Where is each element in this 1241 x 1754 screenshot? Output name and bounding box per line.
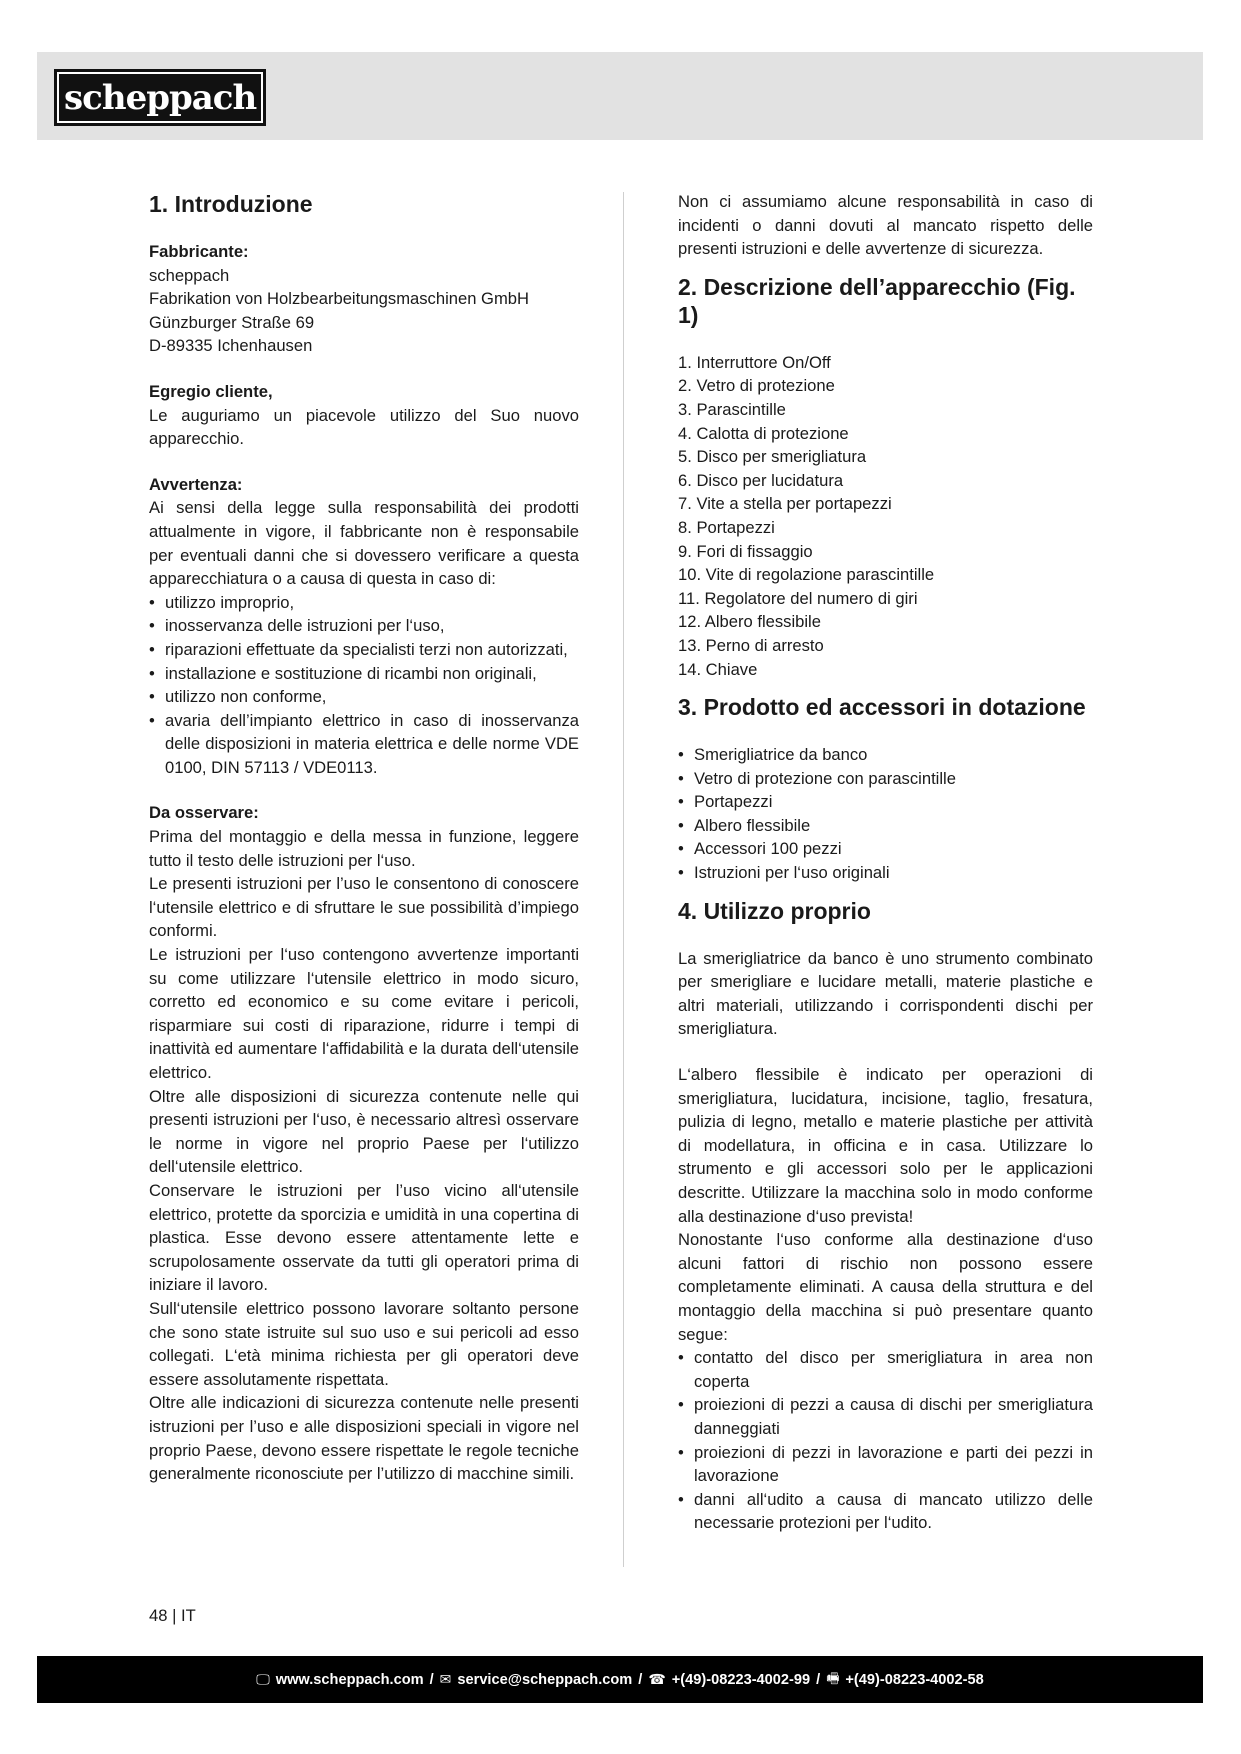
scheppach-logo: scheppach xyxy=(54,69,266,126)
section-title-introduction: 1. Introduzione xyxy=(149,191,313,217)
list-item: 8. Portapezzi xyxy=(678,517,775,537)
list-item: 11. Regolatore del numero di giri xyxy=(678,588,918,608)
page-header xyxy=(37,52,1203,140)
observe-paragraph: Oltre alle indicazioni di sicurezza contenute nelle presenti istruzioni per l’uso e alle disposizioni speciali in vigore nel proprio Paese, devono essere rispettate le regole tecniche generalmente riconosciute per l’utilizzo di macchine simili. xyxy=(149,1393,579,1484)
warning-text: Ai sensi della legge sulla responsabilità dei prodotti attualmente in vigore, il fabbricante non è responsabile per eventuali danni che si dovessero verificare a questa apparecchiatura o a causa di questa in caso di: xyxy=(149,498,579,589)
list-item: • inosservanza delle istruzioni per l‘uso, xyxy=(149,614,579,638)
list-item: • Smerigliatrice da banco xyxy=(678,743,1093,767)
column-divider xyxy=(623,192,624,1567)
section-title-scope-of-delivery: 3. Prodotto ed accessori in dotazione xyxy=(678,694,1086,721)
list-item: 2. Vetro di protezione xyxy=(678,376,835,396)
list-item: 14. Chiave xyxy=(678,659,758,679)
fax-number: +(49)-08223-4002-58 xyxy=(845,1671,984,1688)
list-item: • proiezioni di pezzi in lavorazione e parti dei pezzi in lavorazione xyxy=(678,1441,1093,1488)
list-item: • contatto del disco per smerigliatura in area non coperta xyxy=(678,1346,1093,1393)
list-item: 3. Parascintille xyxy=(678,399,786,419)
contact-footer xyxy=(37,1656,1203,1703)
observe-paragraph: Conservare le istruzioni per l’uso vicino all‘utensile elettrico, protette da sporcizia e umidità in una copertina di plastica. Esse devono essere attentamente lette e scrupolosamente osservate da tutti gli operatori prima di iniziare il lavoro. xyxy=(149,1180,579,1295)
list-item: 5. Disco per smerigliatura xyxy=(678,447,867,467)
list-item: 9. Fori di fissaggio xyxy=(678,541,813,561)
separator: / xyxy=(816,1671,821,1688)
list-item: • Vetro di protezione con parascintille xyxy=(678,767,1093,791)
list-item: • avaria dell’impianto elettrico in caso di inosservanza delle disposizioni in materia elettrica e delle norme VDE 0100, DIN 57113 / VDE0113. xyxy=(149,709,579,780)
list-item: • danni all‘udito a causa di mancato utilizzo delle necessarie protezioni per l‘udito. xyxy=(678,1488,1093,1535)
phone-icon: ☎ xyxy=(648,1671,666,1687)
list-item: • utilizzo non conforme, xyxy=(149,685,579,709)
list-item: 10. Vite di regolazione parascintille xyxy=(678,565,935,585)
manufacturer-line: D-89335 Ichenhausen xyxy=(149,336,313,356)
intended-use-paragraph: La smerigliatrice da banco è uno strumento combinato per smerigliare e lucidare metalli, materie plastiche e altri materiali, utilizzando i corrispondenti dischi per smerigliatura. xyxy=(678,948,1093,1039)
observe-paragraph: Le presenti istruzioni per l’uso le consentono di conoscere l‘utensile elettrico e di sfruttare le sue possibilità d’impiego conformi. xyxy=(149,874,579,941)
observe-paragraph: Oltre alle disposizioni di sicurezza contenute nelle qui presenti istruzioni per l‘uso, è necessario altresì osservare le norme in vigore nel proprio Paese per l‘utilizzo dell‘utensile elettrico. xyxy=(149,1086,579,1177)
email-link[interactable]: service@scheppach.com xyxy=(457,1671,633,1688)
warning-label: Avvertenza: xyxy=(149,474,243,494)
section-title-description: 2. Descrizione dell’apparecchio (Fig. 1) xyxy=(678,273,1076,328)
observe-paragraph: Prima del montaggio e della messa in funzione, leggere tutto il testo delle istruzioni per l‘uso. xyxy=(149,827,579,870)
disclaimer-text: Non ci assumiamo alcune responsabilità in caso di incidenti o danni dovuti al mancato rispetto delle presenti istruzioni e delle avvertenze di sicurezza. xyxy=(678,192,1093,259)
fax-icon: 🖷 xyxy=(826,1669,840,1686)
observe-paragraph: Sull‘utensile elettrico possono lavorare soltanto persone che sono state istruite sul suo uso e sui pericoli ad esso collegati. L‘età minima richiesta per gli operatori deve essere assolutamente rispettata. xyxy=(149,1298,579,1389)
list-item: • Istruzioni per l‘uso originali xyxy=(678,861,1093,885)
list-item: 1. Interruttore On/Off xyxy=(678,352,831,372)
parts-list xyxy=(678,351,1093,681)
list-item: • riparazioni effettuate da specialisti terzi non autorizzati, xyxy=(149,638,579,662)
list-item: 6. Disco per lucidatura xyxy=(678,470,844,490)
list-item: 12. Albero flessibile xyxy=(678,612,821,632)
intended-use-paragraph: Nonostante l‘uso conforme alla destinazione d‘uso alcuni fattori di rischio non possono essere completamente eliminati. A causa della struttura e del montaggio della macchina si può presentare quanto segue: xyxy=(678,1230,1093,1344)
separator: / xyxy=(429,1671,434,1688)
manufacturer-line: Fabrikation von Holzbearbeitungsmaschinen GmbH xyxy=(149,289,530,309)
risk-list xyxy=(678,1346,1093,1535)
intended-use-paragraph: L‘albero flessibile è indicato per operazioni di smerigliatura, lucidatura, incisione, taglio, fresatura, pulizia di legno, metallo e materie plastiche per attività di modellatura, in officina e in casa. Utilizzare lo strumento e gli accessori solo per le applicazioni descritte. Utilizzare la macchina solo in modo conforme alla destinazione d‘uso prevista! xyxy=(678,1065,1093,1226)
scope-list xyxy=(678,743,1093,885)
separator: / xyxy=(638,1671,643,1688)
mail-icon: ✉ xyxy=(439,1671,452,1687)
monitor-icon: 🖵 xyxy=(256,1671,270,1687)
list-item: • Portapezzi xyxy=(678,790,1093,814)
manufacturer-line: Günzburger Straße 69 xyxy=(149,312,315,332)
list-item: 7. Vite a stella per portapezzi xyxy=(678,494,892,514)
right-column xyxy=(678,190,1093,1535)
dear-customer-label: Egregio cliente, xyxy=(149,381,273,401)
section-title-intended-use: 4. Utilizzo proprio xyxy=(678,897,871,924)
phone-number: +(49)-08223-4002-99 xyxy=(671,1671,811,1688)
manufacturer-line: scheppach xyxy=(149,265,230,285)
list-item: • installazione e sostituzione di ricambi non originali, xyxy=(149,662,579,686)
left-column xyxy=(149,190,579,1486)
manufacturer-label: Fabbricante: xyxy=(149,242,249,261)
list-item: 13. Perno di arresto xyxy=(678,635,824,655)
dear-customer-text: Le auguriamo un piacevole utilizzo del Suo nuovo apparecchio. xyxy=(149,405,579,449)
list-item: • Accessori 100 pezzi xyxy=(678,837,1093,861)
observe-paragraph: Le istruzioni per l‘uso contengono avvertenze importanti su come utilizzare l‘utensile elettrico in modo sicuro, corretto ed economico e su come evitare i pericoli, risparmiare sui costi di riparazione, ridurre i tempi di inattività ed aumentare l‘affidabilità e la durata dell‘utensile elettrico. xyxy=(149,945,579,1082)
list-item: 4. Calotta di protezione xyxy=(678,423,849,443)
list-item: • utilizzo improprio, xyxy=(149,591,579,615)
list-item: • Albero flessibile xyxy=(678,814,1093,838)
list-item: • proiezioni di pezzi a causa di dischi per smerigliatura danneggiati xyxy=(678,1393,1093,1440)
observe-label: Da osservare: xyxy=(149,803,259,823)
website-link[interactable]: www.scheppach.com xyxy=(275,1671,424,1688)
warning-list xyxy=(149,591,579,780)
page-number: 48 | IT xyxy=(149,1606,196,1625)
